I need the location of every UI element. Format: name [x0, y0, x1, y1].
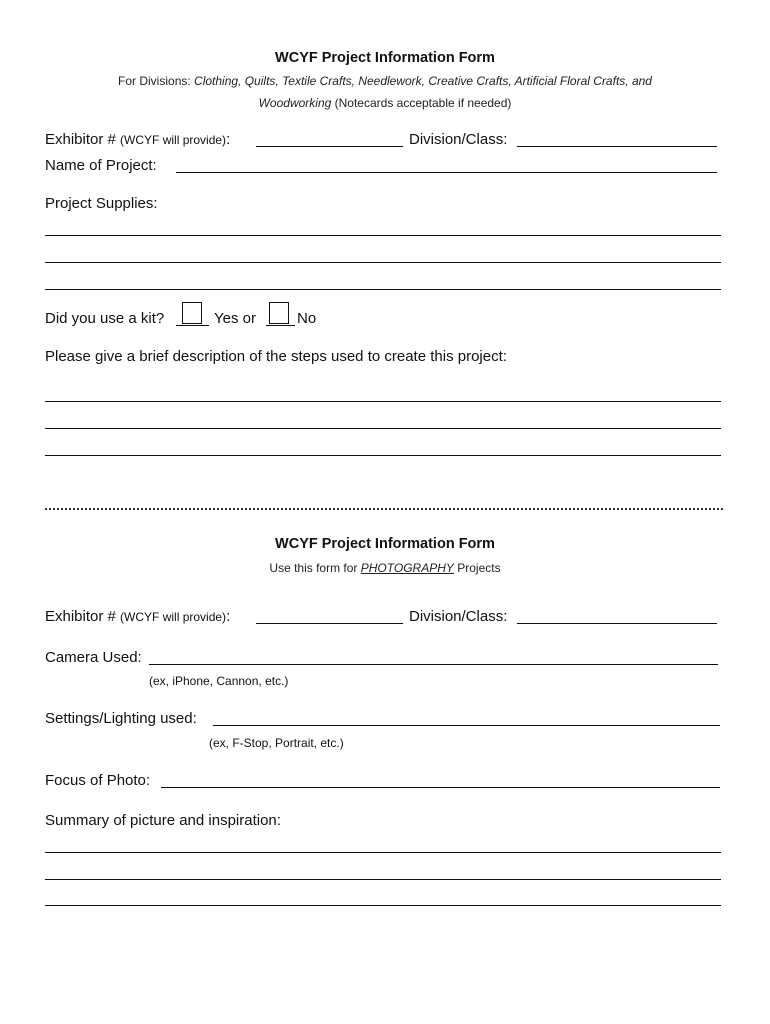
form2-title: WCYF Project Information Form — [275, 536, 495, 552]
form1-subtitle-prefix: For Divisions: — [118, 74, 195, 88]
form2-summary-line[interactable] — [45, 905, 721, 906]
form1-kit-no-label: No — [297, 310, 317, 327]
form2-settings-hint: (ex, F-Stop, Portrait, etc.) — [209, 736, 344, 750]
form2-camera-field[interactable] — [149, 664, 718, 665]
form1-supplies-line[interactable] — [45, 289, 721, 290]
form2-subtitle-photography: PHOTOGRAPHY — [360, 561, 454, 575]
form2-division-label: Division/Class: — [409, 608, 508, 625]
form1-subtitle-woodworking: Woodworking — [258, 96, 332, 110]
form1-name-label: Name of Project: — [45, 157, 157, 174]
form2-settings-label: Settings/Lighting used: — [45, 710, 197, 727]
kit-no-checkbox[interactable] — [269, 302, 289, 324]
form2-focus-label: Focus of Photo: — [45, 772, 151, 789]
form2-camera-label: Camera Used: — [45, 649, 142, 666]
form1-supplies-line[interactable] — [45, 235, 721, 236]
form1-exhibitor-hint: (WCYF will provide) — [120, 133, 227, 147]
form2-division-field[interactable] — [517, 623, 717, 624]
form1-exhibitor-field[interactable] — [256, 146, 403, 147]
form1-exhibitor-colon: : — [226, 131, 231, 148]
form1-subtitle-note: (Notecards acceptable if needed) — [331, 96, 512, 110]
form1-division-label: Division/Class: — [409, 131, 508, 148]
form1-steps-label: Please give a brief description of the steps used to create this project: — [45, 348, 507, 365]
form1-exhibitor-label — [45, 131, 230, 148]
form1-steps-line[interactable] — [45, 428, 721, 429]
form2-summary-label: Summary of picture and inspiration: — [45, 812, 281, 829]
form2-subtitle — [0, 561, 770, 575]
form1-subtitle-divisions: Clothing, Quilts, Textile Crafts, Needlework, Creative Crafts, Artificial Floral Crafts, and — [194, 74, 652, 88]
form2-subtitle-prefix: Use this form for — [269, 561, 361, 575]
form2-exhibitor-label — [45, 608, 230, 625]
form2-exhibitor-colon: : — [226, 608, 231, 625]
form2-exhibitor-hint: (WCYF will provide) — [120, 610, 227, 624]
form1-steps-line[interactable] — [45, 401, 721, 402]
form1-subtitle-line1 — [0, 74, 770, 88]
form1-subtitle-line2 — [0, 96, 770, 110]
form1-supplies-line[interactable] — [45, 262, 721, 263]
form1-title: WCYF Project Information Form — [275, 50, 495, 66]
form1-kit-yes-label: Yes or — [214, 310, 256, 327]
form2-exhibitor-text: Exhibitor # — [45, 608, 121, 625]
form2-settings-field[interactable] — [213, 725, 720, 726]
form1-kit-label: Did you use a kit? — [45, 310, 165, 327]
form2-subtitle-suffix: Projects — [453, 561, 501, 575]
form2-camera-hint: (ex, iPhone, Cannon, etc.) — [149, 674, 289, 688]
form2-summary-line[interactable] — [45, 852, 721, 853]
form1-division-field[interactable] — [517, 146, 717, 147]
form1-kit-no-underline — [266, 325, 295, 326]
cut-line-divider — [45, 508, 723, 510]
kit-yes-checkbox[interactable] — [182, 302, 202, 324]
form1-kit-yes-underline — [176, 325, 209, 326]
form2-focus-field[interactable] — [161, 787, 720, 788]
form2-summary-line[interactable] — [45, 879, 721, 880]
form1-name-field[interactable] — [176, 172, 717, 173]
form1-supplies-label: Project Supplies: — [45, 195, 158, 212]
form1-steps-line[interactable] — [45, 455, 721, 456]
form1-exhibitor-text: Exhibitor # — [45, 131, 121, 148]
form2-exhibitor-field[interactable] — [256, 623, 403, 624]
